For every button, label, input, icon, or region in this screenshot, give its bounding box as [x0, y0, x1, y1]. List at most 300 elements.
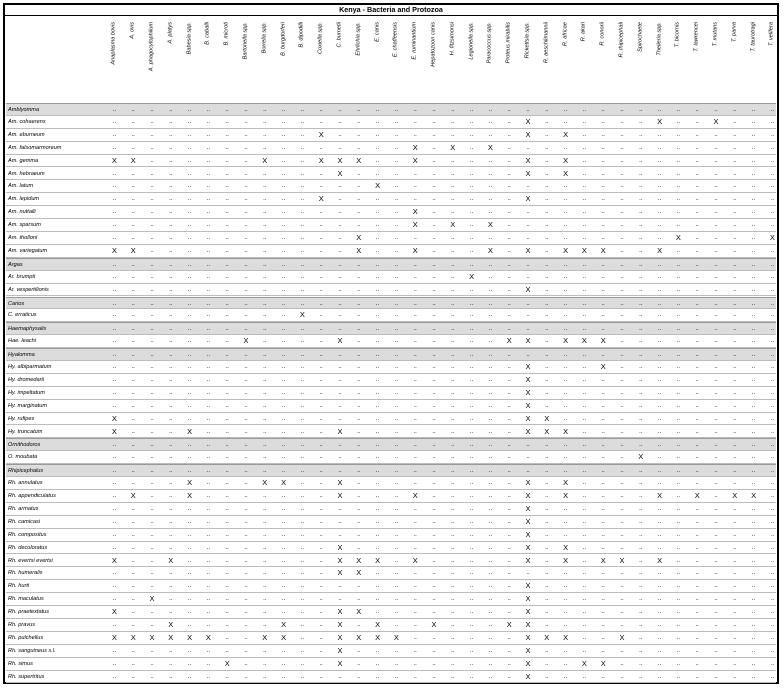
cell-absent: ..	[338, 118, 342, 125]
species-label: Am. nuttalli	[8, 209, 36, 216]
cell-absent: ..	[319, 647, 323, 654]
cell-present: X	[487, 245, 493, 255]
cell-absent: ..	[657, 261, 662, 268]
cell-absent: ..	[469, 622, 474, 628]
cell-absent: ..	[770, 480, 775, 487]
cell-absent: ..	[394, 376, 399, 383]
cell-absent: ..	[187, 505, 192, 512]
cell-absent: ..	[112, 480, 117, 487]
cell-present: X	[563, 491, 569, 500]
cell-absent: ..	[639, 196, 643, 203]
cell-absent: ..	[169, 364, 173, 370]
cell-absent: ..	[695, 609, 699, 616]
cell-absent: ..	[150, 531, 154, 538]
cell-absent: ..	[263, 673, 267, 680]
cell-absent: ..	[300, 442, 305, 449]
cell-absent: ..	[375, 209, 380, 216]
cell-absent: ..	[281, 544, 286, 551]
cell-absent: ..	[601, 673, 605, 680]
cell-absent: ..	[225, 570, 229, 577]
cell-absent: ..	[714, 493, 718, 499]
cell-absent: ..	[338, 286, 342, 293]
cell-absent: ..	[112, 118, 117, 125]
cell-absent: ..	[451, 286, 455, 293]
cell-absent: ..	[526, 235, 530, 241]
cell-absent: ..	[469, 286, 474, 293]
genus-row	[6, 258, 776, 271]
genus-label: Haemaphysalis	[8, 326, 47, 333]
table-row	[6, 361, 776, 374]
cell-present: X	[563, 129, 569, 139]
cell-absent: ..	[338, 235, 342, 241]
cell-absent: ..	[582, 157, 587, 164]
genus-row	[6, 464, 776, 477]
cell-absent: ..	[451, 428, 455, 435]
cell-absent: ..	[281, 376, 286, 383]
cell-absent: ..	[563, 286, 568, 293]
cell-absent: ..	[225, 673, 229, 680]
cell-present: X	[525, 116, 531, 126]
cell-absent: ..	[507, 273, 511, 280]
cell-absent: ..	[676, 415, 681, 422]
cell-absent: ..	[507, 196, 511, 203]
cell-absent: ..	[206, 531, 211, 538]
cell-absent: ..	[545, 570, 549, 577]
cell-absent: ..	[714, 402, 718, 409]
cell-absent: ..	[563, 326, 568, 333]
cell-absent: ..	[225, 647, 229, 654]
cell-absent: ..	[244, 300, 248, 307]
cell-absent: ..	[733, 209, 737, 216]
cell-absent: ..	[225, 634, 229, 641]
cell-absent: ..	[281, 389, 286, 396]
column-header-label: R. akari	[580, 22, 587, 42]
cell-absent: ..	[225, 376, 229, 383]
cell-absent: ..	[545, 261, 549, 268]
cell-absent: ..	[601, 312, 605, 319]
cell-absent: ..	[469, 170, 474, 177]
cell-absent: ..	[394, 480, 399, 487]
cell-absent: ..	[187, 196, 192, 203]
cell-present: X	[563, 542, 569, 552]
cell-absent: ..	[131, 428, 135, 435]
cell-absent: ..	[676, 442, 681, 449]
cell-absent: ..	[150, 493, 154, 499]
cell-absent: ..	[639, 312, 643, 319]
cell-absent: ..	[413, 505, 417, 512]
cell-absent: ..	[451, 352, 455, 359]
cell-absent: ..	[563, 583, 568, 590]
cell-absent: ..	[169, 338, 173, 345]
cell-absent: ..	[413, 261, 417, 268]
cell-absent: ..	[131, 286, 135, 293]
cell-absent: ..	[300, 222, 305, 229]
cell-absent: ..	[582, 647, 587, 654]
cell-absent: ..	[300, 196, 305, 203]
cell-absent: ..	[375, 364, 380, 370]
cell-absent: ..	[263, 338, 267, 345]
cell-absent: ..	[244, 376, 248, 383]
cell-absent: ..	[582, 131, 587, 138]
cell-absent: ..	[112, 273, 117, 280]
cell-absent: ..	[206, 402, 211, 409]
cell-absent: ..	[225, 442, 229, 449]
cell-absent: ..	[695, 570, 699, 577]
cell-absent: ..	[187, 660, 192, 667]
cell-absent: ..	[432, 596, 436, 603]
cell-absent: ..	[451, 196, 455, 203]
species-label: Rh. hurti	[8, 583, 30, 590]
species-label: Am. variegatum	[8, 247, 48, 254]
cell-absent: ..	[563, 118, 568, 125]
cell-absent: ..	[526, 107, 530, 113]
cell-present: X	[412, 207, 418, 217]
cell-absent: ..	[131, 300, 135, 307]
cell-absent: ..	[187, 300, 192, 307]
cell-absent: ..	[281, 326, 286, 333]
cell-absent: ..	[601, 144, 605, 151]
cell-absent: ..	[300, 261, 305, 268]
cell-absent: ..	[131, 170, 135, 177]
cell-absent: ..	[545, 157, 549, 164]
cell-absent: ..	[469, 222, 474, 229]
cell-absent: ..	[714, 286, 718, 293]
column-header	[707, 22, 726, 100]
cell-absent: ..	[375, 235, 380, 241]
cell-absent: ..	[770, 544, 775, 551]
cell-absent: ..	[169, 273, 173, 280]
cell-absent: ..	[281, 118, 286, 125]
cell-present: X	[111, 413, 117, 423]
cell-absent: ..	[676, 468, 681, 475]
cell-absent: ..	[187, 415, 192, 422]
cell-absent: ..	[169, 118, 173, 125]
cell-present: X	[525, 129, 531, 139]
cell-absent: ..	[112, 518, 117, 525]
cell-absent: ..	[131, 261, 135, 268]
cell-absent: ..	[319, 544, 323, 551]
cell-absent: ..	[319, 183, 323, 190]
cell-absent: ..	[319, 338, 323, 345]
cell-absent: ..	[657, 209, 662, 216]
cell-absent: ..	[451, 609, 455, 616]
cell-absent: ..	[263, 326, 267, 333]
cell-absent: ..	[375, 505, 380, 512]
cell-absent: ..	[751, 352, 756, 359]
cell-absent: ..	[751, 647, 756, 654]
cell-absent: ..	[244, 326, 248, 333]
cell-absent: ..	[488, 480, 493, 487]
cell-absent: ..	[770, 170, 775, 177]
cell-absent: ..	[601, 570, 605, 577]
cell-absent: ..	[131, 107, 135, 113]
cell-absent: ..	[206, 144, 211, 151]
cell-absent: ..	[150, 518, 154, 525]
cell-absent: ..	[526, 570, 530, 577]
cell-absent: ..	[206, 480, 211, 487]
cell-absent: ..	[263, 505, 267, 512]
cell-absent: ..	[582, 544, 587, 551]
cell-present: X	[130, 155, 136, 165]
cell-absent: ..	[131, 531, 135, 538]
cell-absent: ..	[469, 480, 474, 487]
cell-absent: ..	[300, 634, 305, 641]
cell-absent: ..	[601, 442, 605, 449]
cell-absent: ..	[112, 454, 117, 461]
cell-absent: ..	[620, 247, 624, 254]
cell-present: X	[337, 632, 343, 642]
cell-absent: ..	[169, 480, 173, 487]
cell-absent: ..	[620, 673, 624, 680]
cell-present: X	[525, 491, 531, 500]
cell-absent: ..	[657, 326, 662, 333]
cell-absent: ..	[639, 118, 643, 125]
cell-absent: ..	[300, 518, 305, 525]
cell-absent: ..	[244, 505, 248, 512]
cell-absent: ..	[338, 583, 342, 590]
cell-absent: ..	[281, 493, 286, 499]
cell-present: X	[299, 310, 305, 320]
cell-absent: ..	[751, 118, 756, 125]
cell-absent: ..	[244, 118, 248, 125]
cell-absent: ..	[263, 557, 267, 564]
cell-absent: ..	[169, 402, 173, 409]
cell-absent: ..	[263, 261, 267, 268]
column-header	[500, 22, 519, 100]
cell-absent: ..	[319, 273, 323, 280]
cell-absent: ..	[281, 609, 286, 616]
species-label: Am. falsomarmoreum	[8, 144, 62, 151]
cell-absent: ..	[375, 352, 380, 359]
cell-absent: ..	[545, 609, 549, 616]
cell-absent: ..	[112, 196, 117, 203]
cell-absent: ..	[413, 364, 417, 370]
cell-absent: ..	[244, 544, 248, 551]
cell-absent: ..	[263, 183, 267, 190]
cell-absent: ..	[300, 415, 305, 422]
cell-absent: ..	[751, 364, 756, 370]
cell-present: X	[412, 491, 418, 500]
cell-present: X	[375, 181, 381, 191]
cell-absent: ..	[469, 183, 474, 190]
cell-absent: ..	[357, 300, 361, 307]
table-row	[6, 116, 776, 129]
cell-absent: ..	[488, 286, 493, 293]
cell-absent: ..	[488, 338, 493, 345]
cell-absent: ..	[639, 596, 643, 603]
cell-absent: ..	[620, 222, 624, 229]
cell-absent: ..	[394, 273, 399, 280]
cell-absent: ..	[263, 131, 267, 138]
column-header	[613, 22, 632, 100]
cell-absent: ..	[432, 326, 436, 333]
cell-absent: ..	[751, 273, 756, 280]
cell-absent: ..	[206, 454, 211, 461]
column-header	[688, 22, 707, 100]
cell-absent: ..	[639, 170, 643, 177]
cell-absent: ..	[695, 131, 699, 138]
cell-present: X	[356, 245, 362, 255]
cell-absent: ..	[601, 505, 605, 512]
cell-absent: ..	[357, 505, 361, 512]
cell-absent: ..	[695, 647, 699, 654]
cell-absent: ..	[695, 673, 699, 680]
cell-absent: ..	[394, 209, 399, 216]
cell-absent: ..	[413, 468, 417, 475]
cell-absent: ..	[526, 312, 530, 319]
cell-absent: ..	[469, 428, 474, 435]
column-header	[180, 22, 199, 100]
cell-absent: ..	[601, 583, 605, 590]
cell-absent: ..	[601, 468, 605, 475]
cell-absent: ..	[695, 247, 699, 254]
cell-absent: ..	[281, 596, 286, 603]
cell-absent: ..	[639, 326, 643, 333]
cell-absent: ..	[319, 352, 323, 359]
cell-absent: ..	[413, 312, 417, 319]
cell-absent: ..	[413, 634, 417, 641]
cell-absent: ..	[770, 389, 775, 396]
cell-absent: ..	[563, 261, 568, 268]
species-label: Am. lepidum	[8, 196, 40, 203]
cell-absent: ..	[375, 468, 380, 475]
cell-absent: ..	[413, 518, 417, 525]
cell-absent: ..	[620, 493, 624, 499]
cell-absent: ..	[451, 338, 455, 345]
cell-absent: ..	[357, 583, 361, 590]
cell-absent: ..	[488, 157, 493, 164]
column-header	[255, 22, 274, 100]
cell-absent: ..	[507, 480, 511, 487]
cell-absent: ..	[751, 634, 756, 641]
cell-absent: ..	[620, 183, 624, 190]
cell-absent: ..	[695, 544, 699, 551]
cell-absent: ..	[488, 273, 493, 280]
genus-label: Hyalomma	[8, 352, 35, 359]
cell-absent: ..	[751, 442, 756, 449]
cell-absent: ..	[545, 312, 549, 319]
cell-absent: ..	[338, 144, 342, 151]
table-row	[6, 206, 776, 219]
cell-absent: ..	[206, 131, 211, 138]
cell-absent: ..	[545, 247, 549, 254]
cell-absent: ..	[620, 454, 624, 461]
cell-absent: ..	[225, 118, 229, 125]
cell-absent: ..	[657, 402, 662, 409]
cell-absent: ..	[263, 312, 267, 319]
cell-absent: ..	[375, 247, 380, 254]
cell-present: X	[525, 168, 531, 178]
cell-present: X	[525, 607, 531, 617]
cell-absent: ..	[206, 247, 211, 254]
cell-absent: ..	[432, 118, 436, 125]
cell-absent: ..	[206, 442, 211, 449]
cell-present: X	[544, 413, 550, 423]
cell-absent: ..	[507, 300, 511, 307]
cell-absent: ..	[281, 107, 286, 113]
cell-absent: ..	[751, 596, 756, 603]
cell-absent: ..	[300, 338, 305, 345]
cell-absent: ..	[150, 364, 154, 370]
cell-absent: ..	[620, 402, 624, 409]
column-header-label: R. aeschlimannii	[543, 22, 550, 64]
cell-absent: ..	[563, 222, 568, 229]
cell-absent: ..	[432, 660, 436, 667]
cell-absent: ..	[469, 609, 474, 616]
cell-absent: ..	[169, 144, 173, 151]
cell-absent: ..	[657, 570, 662, 577]
cell-absent: ..	[563, 300, 568, 307]
column-header-label: Ehrlichia spp.	[355, 22, 362, 56]
cell-absent: ..	[695, 428, 699, 435]
cell-absent: ..	[131, 609, 135, 616]
cell-absent: ..	[357, 493, 361, 499]
cell-absent: ..	[112, 544, 117, 551]
cell-absent: ..	[582, 364, 587, 370]
cell-absent: ..	[751, 480, 756, 487]
cell-absent: ..	[319, 660, 323, 667]
cell-absent: ..	[770, 468, 775, 475]
species-label: Am. cohaerens	[8, 118, 46, 125]
cell-absent: ..	[375, 480, 380, 487]
cell-absent: ..	[469, 338, 474, 345]
cell-absent: ..	[244, 428, 248, 435]
cell-absent: ..	[714, 209, 718, 216]
cell-absent: ..	[131, 505, 135, 512]
cell-present: X	[187, 478, 193, 488]
cell-absent: ..	[582, 402, 587, 409]
cell-absent: ..	[169, 157, 173, 164]
cell-absent: ..	[451, 505, 455, 512]
cell-absent: ..	[639, 531, 643, 538]
species-label: O. moubata	[8, 454, 38, 461]
cell-absent: ..	[770, 261, 775, 268]
cell-absent: ..	[169, 235, 173, 241]
cell-present: X	[205, 632, 211, 642]
cell-absent: ..	[695, 300, 699, 307]
cell-absent: ..	[582, 376, 587, 383]
cell-absent: ..	[150, 673, 154, 680]
table-row	[6, 426, 776, 439]
cell-absent: ..	[507, 415, 511, 422]
species-label: Am. sparsum	[8, 222, 41, 229]
cell-absent: ..	[131, 144, 135, 151]
cell-absent: ..	[206, 468, 211, 475]
cell-absent: ..	[733, 286, 737, 293]
cell-absent: ..	[582, 609, 587, 616]
cell-present: X	[337, 542, 343, 552]
cell-absent: ..	[563, 468, 568, 475]
cell-absent: ..	[695, 326, 699, 333]
cell-absent: ..	[131, 557, 135, 564]
cell-absent: ..	[375, 338, 380, 345]
cell-absent: ..	[225, 273, 229, 280]
cell-absent: ..	[451, 183, 455, 190]
cell-absent: ..	[150, 326, 154, 333]
cell-absent: ..	[375, 222, 380, 229]
cell-absent: ..	[338, 596, 342, 603]
cell-absent: ..	[281, 300, 286, 307]
cell-absent: ..	[187, 557, 192, 564]
cell-absent: ..	[657, 376, 662, 383]
column-header	[331, 22, 350, 100]
cell-absent: ..	[187, 107, 192, 113]
cell-absent: ..	[770, 286, 775, 293]
cell-absent: ..	[375, 326, 380, 333]
cell-absent: ..	[357, 338, 361, 345]
cell-absent: ..	[225, 300, 229, 307]
cell-absent: ..	[639, 376, 643, 383]
